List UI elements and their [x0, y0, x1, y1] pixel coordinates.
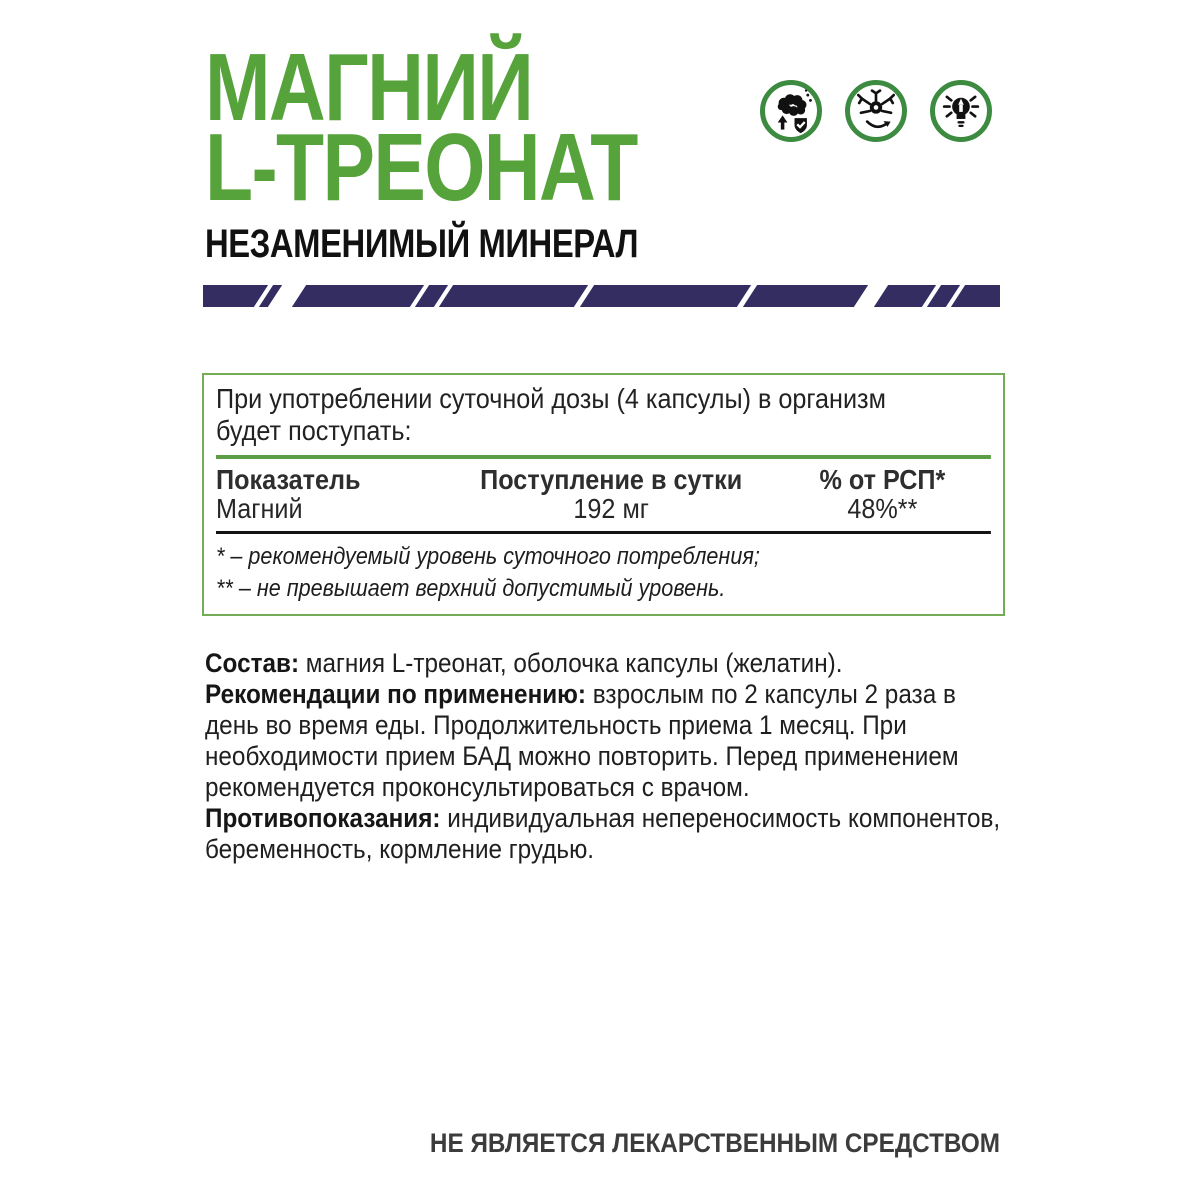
band-slash [849, 285, 894, 307]
contraindications-paragraph [205, 803, 1001, 865]
recommendations-label: Рекомендации по применению: [205, 679, 587, 709]
brain-protection-icon [768, 88, 814, 134]
cell-nutrient-rsp: 48%** [847, 493, 918, 524]
product-subtitle: НЕЗАМЕНИМЫЙ МИНЕРАЛ [205, 222, 639, 266]
recommendations-text: взрослым по 2 капсулы 2 раза в день во время еды. Продолжительность приема 1 месяц. При необходимости прием БАД можно повторить. Перед применением рекомендуется проконсультироваться с врачом. [205, 679, 959, 802]
band-slash [917, 285, 947, 307]
contraindications-label: Противопоказания: [205, 803, 441, 833]
band-slash [429, 285, 459, 307]
benefit-badges [760, 80, 992, 142]
info-paragraphs [205, 648, 1001, 865]
black-divider [216, 531, 991, 534]
neuron-badge [845, 80, 907, 142]
composition-text: магния L-треонат, оболочка капсулы (желатин). [299, 648, 843, 678]
footnote-rsp: * – рекомендуемый уровень суточного потребления; [216, 543, 760, 570]
composition-paragraph [205, 648, 1001, 679]
lightbulb-idea-icon [938, 88, 984, 134]
not-a-medicine-disclaimer: НЕ ЯВЛЯЕТСЯ ЛЕКАРСТВЕННЫМ СРЕДСТВОМ [429, 1128, 1000, 1158]
col-header-indicator: Показатель [216, 464, 361, 495]
band-slash [569, 285, 600, 307]
contraindications-text: индивидуальная непереносимость компонентов, беременность, кормление грудью. [205, 803, 1001, 864]
intake-intro-line1: При употреблении суточной дозы (4 капсулы) в организм [216, 383, 886, 414]
brain-protection-badge [760, 80, 822, 142]
navy-divider-band [203, 285, 1000, 307]
cell-nutrient-amount: 192 мг [573, 493, 649, 524]
cell-nutrient-name: Магний [216, 493, 303, 524]
footnote-upper-level: ** – не превышает верхний допустимый уровень. [216, 575, 726, 602]
col-header-rsp-percent: % от РСП* [819, 464, 946, 495]
band-slash [732, 285, 763, 307]
product-title-line2: L-ТРЕОНАТ [205, 114, 637, 221]
composition-label: Состав: [205, 648, 300, 678]
lightbulb-badge [930, 80, 992, 142]
col-header-daily-intake: Поступление в сутки [480, 464, 743, 495]
title-block [205, 34, 733, 267]
intake-intro-line2: будет поступать: [216, 415, 412, 446]
band-slash [405, 285, 435, 307]
product-title-line1: МАГНИЙ [205, 34, 533, 141]
neuron-icon [853, 88, 899, 134]
intake-table [216, 465, 991, 523]
recommendations-paragraph [205, 679, 1001, 803]
green-divider [216, 455, 991, 459]
daily-intake-box [202, 373, 1005, 616]
band-slash [941, 285, 971, 307]
